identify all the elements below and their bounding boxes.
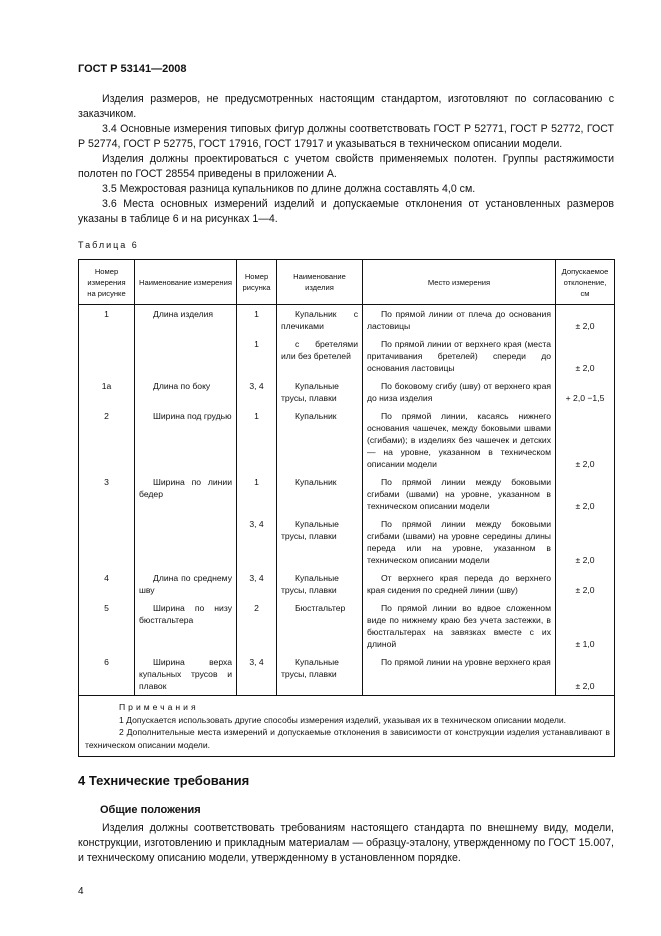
- table-cell: 3, 4: [237, 569, 277, 599]
- document-header: ГОСТ Р 53141—2008: [78, 63, 187, 75]
- table-cell: [135, 515, 237, 569]
- paragraph: 3.5 Межростовая разница купальников по длине должна составлять 4,0 см.: [102, 183, 476, 195]
- table-cell: [79, 335, 135, 377]
- table-cell: Ширина под грудью: [135, 407, 237, 473]
- column-header: Допускаемое отклонение, см: [556, 260, 615, 305]
- table-cell: По прямой линии от плеча до основания ластовицы: [363, 305, 556, 336]
- table-cell: + 2,0 −1,5: [556, 377, 615, 407]
- section-paragraph: Изделия должны соответствовать требованиям настоящего стандарта по внешнему виду, модели, конструкции, изготовлению и прикладным материалам — образцу-эталону, утвержденному по ГОСТ 15.007, и техническому описанию модели, утвержденному в установленном порядке.: [78, 822, 614, 864]
- column-header: Номер рисунка: [237, 260, 277, 305]
- table-cell: По прямой линии на уровне верхнего края: [363, 653, 556, 696]
- notes-title: Примечания: [119, 702, 199, 712]
- table-cell: Бюстгальтер: [277, 599, 363, 653]
- table-row: [79, 305, 615, 336]
- table-cell: [135, 335, 237, 377]
- table-cell: 2: [79, 407, 135, 473]
- table-row: [79, 569, 615, 599]
- table-cell: ± 2,0: [556, 515, 615, 569]
- table-row: [79, 473, 615, 515]
- table-cell: Купальник: [277, 407, 363, 473]
- column-header: Номер измерения на рисунке: [79, 260, 135, 305]
- table-cell: ± 2,0: [556, 335, 615, 377]
- table-cell: 1: [237, 305, 277, 336]
- table-cell: Купальник: [277, 473, 363, 515]
- table-cell: По прямой линии от верхнего края (места притачивания бретелей) спереди до основания ластовицы: [363, 335, 556, 377]
- table-cell: ± 2,0: [556, 653, 615, 696]
- table-cell: 3, 4: [237, 653, 277, 696]
- table-cell: 3, 4: [237, 377, 277, 407]
- table-cell: ± 2,0: [556, 305, 615, 336]
- table-cell: От верхнего края переда до верхнего края сидения по средней линии (шву): [363, 569, 556, 599]
- table-cell: 1: [237, 473, 277, 515]
- column-header: Наименование измерения: [135, 260, 237, 305]
- paragraph: Изделия должны проектироваться с учетом свойств применяемых полотен. Группы растяжимости полотен по ГОСТ 28554 приведены в приложении А.: [78, 153, 614, 180]
- table-cell: 1: [79, 305, 135, 336]
- table-cell: Купальные трусы, плавки: [277, 515, 363, 569]
- table-cell: с бретелями или без бретелей: [277, 335, 363, 377]
- subsection-title: Общие положения: [100, 804, 201, 816]
- table-cell: Длина по боку: [135, 377, 237, 407]
- header-row: [79, 260, 615, 305]
- table-cell: ± 1,0: [556, 599, 615, 653]
- table-cell: 1а: [79, 377, 135, 407]
- table-cell: Купальные трусы, плавки: [277, 653, 363, 696]
- table-cell: Ширина по линии бедер: [135, 473, 237, 515]
- table-cell: 1: [237, 335, 277, 377]
- table-cell: Ширина верха купальных трусов и плавок: [135, 653, 237, 696]
- table-cell: 1: [237, 407, 277, 473]
- paragraph: 3.6 Места основных измерений изделий и допускаемые отклонения от установленных размеров указаны в таблице 6 и на рисунках 1—4.: [78, 198, 614, 225]
- table-cell: По прямой линии между боковыми сгибами (швами) на уровне, указанном в техническом описании модели: [363, 473, 556, 515]
- table-cell: 2: [237, 599, 277, 653]
- table-cell: Длина по среднему шву: [135, 569, 237, 599]
- table-row: [79, 515, 615, 569]
- table-row: [79, 335, 615, 377]
- table-cell: ± 2,0: [556, 569, 615, 599]
- table-row: [79, 377, 615, 407]
- notes-row: [79, 696, 615, 757]
- table-cell: По прямой линии во вдвое сложенном виде по нижнему краю без учета застежки, в бюстгальтерах на завязках вместе с их длиной: [363, 599, 556, 653]
- note: 1 Допускается использовать другие способы измерения изделий, указывая их в техническом описании модели.: [119, 714, 567, 725]
- paragraph: 3.4 Основные измерения типовых фигур должны соответствовать ГОСТ Р 52771, ГОСТ Р 52772, ГОСТ Р 52774, ГОСТ Р 52775, ГОСТ 17916, ГОСТ 17917 и указываться в техническом описании модели.: [78, 123, 614, 150]
- table-cell: 3, 4: [237, 515, 277, 569]
- table-notes: [79, 696, 615, 757]
- column-header: Наименование изделия: [277, 260, 363, 305]
- table-cell: 4: [79, 569, 135, 599]
- table-cell: Ширина по низу бюстгальтера: [135, 599, 237, 653]
- table-cell: 6: [79, 653, 135, 696]
- measurements-table: [78, 259, 615, 757]
- paragraph: Изделия размеров, не предусмотренных настоящим стандартом, изготовляют по согласованию с заказчиком.: [78, 93, 614, 120]
- column-header: Место измерения: [363, 260, 556, 305]
- table-cell: [79, 515, 135, 569]
- table-cell: По прямой линии, касаясь нижнего основания чашечек, между боковыми швами (сгибами); в изделиях без чашечек и детских — на уровне, указанном в техническом описании модели: [363, 407, 556, 473]
- table-cell: Купальные трусы, плавки: [277, 377, 363, 407]
- table-cell: 5: [79, 599, 135, 653]
- table-cell: По боковому сгибу (шву) от верхнего края до низа изделия: [363, 377, 556, 407]
- table-row: [79, 407, 615, 473]
- table-cell: ± 2,0: [556, 473, 615, 515]
- section-title: 4 Технические требования: [78, 773, 250, 788]
- note: 2 Дополнительные места измерений и допускаемые отклонения в зависимости от конструкции изделия устанавливают в техническом описании модели.: [85, 727, 610, 750]
- table-caption: Таблица 6: [78, 240, 139, 250]
- table-row: [79, 653, 615, 696]
- page-number: 4: [78, 886, 84, 897]
- table-cell: Купальник с плечиками: [277, 305, 363, 336]
- table-cell: Купальные трусы, плавки: [277, 569, 363, 599]
- table-cell: ± 2,0: [556, 407, 615, 473]
- table-cell: Длина изделия: [135, 305, 237, 336]
- table-cell: По прямой линии между боковыми сгибами (швами) на уровне середины длины переда или на уровне, указанном в техническом описании модели: [363, 515, 556, 569]
- table-row: [79, 599, 615, 653]
- table-cell: 3: [79, 473, 135, 515]
